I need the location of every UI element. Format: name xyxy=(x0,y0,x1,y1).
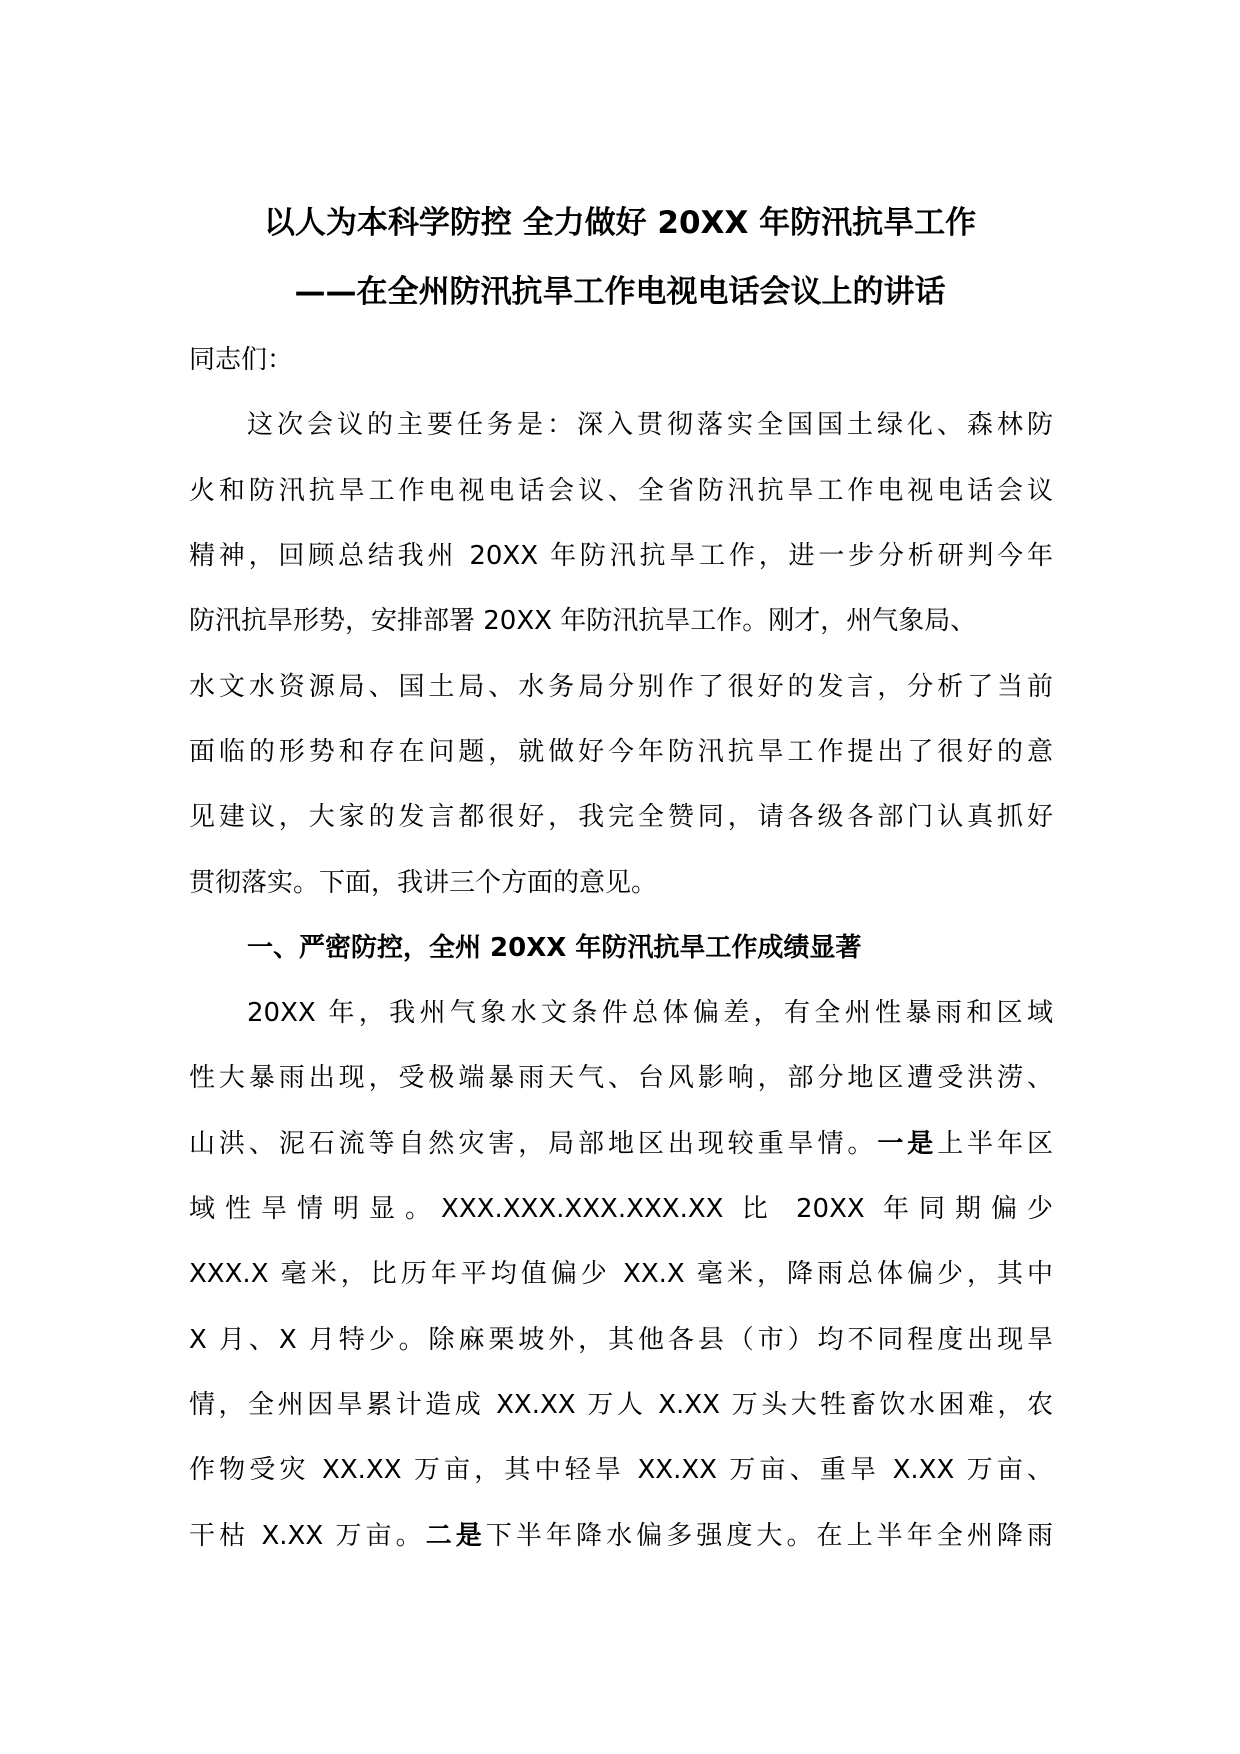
paragraph-1-line: 精神，回顾总结我州 20XX 年防汛抗旱工作，进一步分析研判今年 xyxy=(189,541,1053,571)
text-segment: 干枯 X.XX 万亩。 xyxy=(189,1521,426,1551)
paragraph-2-line: 作物受灾 XX.XX 万亩，其中轻旱 XX.XX 万亩、重旱 X.XX 万亩、 xyxy=(189,1455,1053,1485)
paragraph-1-line: 面临的形势和存在问题，就做好今年防汛抗旱工作提出了很好的意 xyxy=(189,737,1053,767)
emphasis-marker: 二是 xyxy=(425,1521,486,1551)
text-segment: 下半年降水偏多强度大。在上半年全州降雨 xyxy=(485,1521,1053,1551)
paragraph-2-line xyxy=(189,1516,1053,1556)
text-segment: 上半年区 xyxy=(937,1129,1053,1159)
paragraph-2-line: XXX.X 毫米，比历年平均值偏少 XX.X 毫米，降雨总体偏少，其中 xyxy=(189,1259,1053,1289)
section-heading: 一、严密防控，全州 20XX 年防汛抗旱工作成绩显著 xyxy=(247,933,862,963)
paragraph-1-line: 水文水资源局、国土局、水务局分别作了很好的发言，分析了当前 xyxy=(189,672,1053,702)
paragraph-2-line: X 月、X 月特少。除麻栗坡外，其他各县（市）均不同程度出现旱 xyxy=(189,1325,1053,1355)
paragraph-1-line: 火和防汛抗旱工作电视电话会议、全省防汛抗旱工作电视电话会议 xyxy=(189,476,1053,506)
text-segment: 山洪、泥石流等自然灾害，局部地区出现较重旱情。 xyxy=(189,1129,878,1159)
document-title: 以人为本科学防控 全力做好 20XX 年防汛抗旱工作 xyxy=(263,205,977,241)
paragraph-1-line: 见建议，大家的发言都很好，我完全赞同，请各级各部门认真抓好 xyxy=(189,802,1053,832)
paragraph-2-line: 域性旱情明显。XXX.XXX.XXX.XXX.XX 比 20XX 年同期偏少 xyxy=(189,1194,1053,1224)
paragraph-2-line: 性大暴雨出现，受极端暴雨天气、台风影响，部分地区遭受洪涝、 xyxy=(189,1063,1053,1093)
paragraph-2-line: 20XX 年，我州气象水文条件总体偏差，有全州性暴雨和区域 xyxy=(247,998,1053,1028)
emphasis-marker: 一是 xyxy=(877,1129,938,1159)
salutation: 同志们： xyxy=(189,345,294,375)
paragraph-1-line: 贯彻落实。下面，我讲三个方面的意见。 xyxy=(189,868,658,898)
paragraph-2-line xyxy=(189,1124,1053,1164)
paragraph-1-line: 这次会议的主要任务是：深入贯彻落实全国国土绿化、森林防 xyxy=(247,410,1053,440)
paragraph-2-line: 情，全州因旱累计造成 XX.XX 万人 X.XX 万头大牲畜饮水困难，农 xyxy=(189,1390,1053,1420)
document-subtitle: ——在全州防汛抗旱工作电视电话会议上的讲话 xyxy=(294,274,946,310)
paragraph-1-line: 防汛抗旱形势，安排部署 20XX 年防汛抗旱工作。刚才，州气象局、 xyxy=(189,606,977,636)
